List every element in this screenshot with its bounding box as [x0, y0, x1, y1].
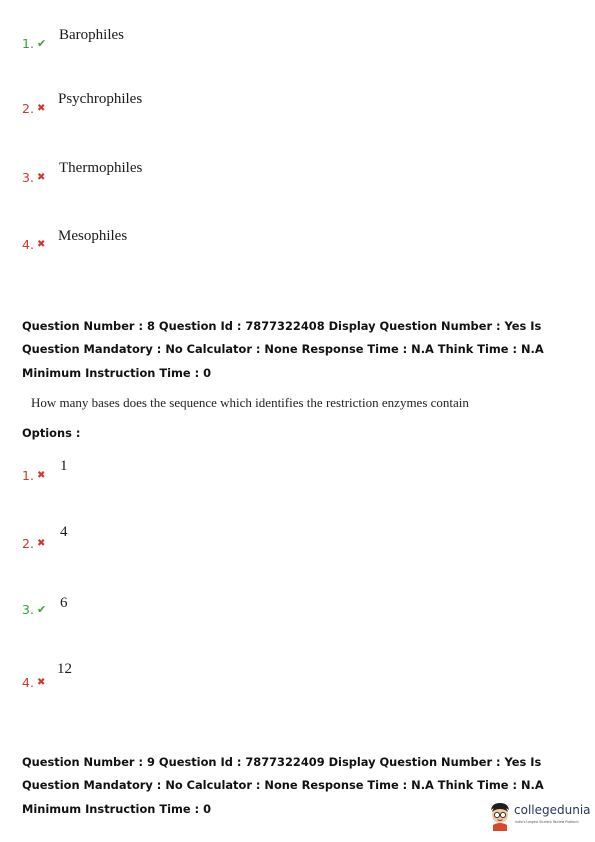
- cross-icon: ✖: [37, 470, 46, 481]
- collegedunia-logo: [488, 801, 592, 831]
- option-text: Mesophiles: [58, 228, 128, 244]
- option-number: 1.: [22, 36, 34, 51]
- option-text: 12: [57, 661, 72, 677]
- option-number: 2.: [22, 536, 34, 551]
- question-header: Question Number : 9 Question Id : 7877322409 Display Question Number : Yes Is Question Mandatory : No Calculator : None Response Time : N.A Think Time : N.A Minimum Instruction Time : 0: [22, 755, 544, 816]
- check-icon: ✔: [37, 37, 47, 50]
- cross-icon: ✖: [37, 103, 46, 114]
- option-text: 4: [60, 524, 68, 540]
- check-icon: ✔: [37, 603, 47, 616]
- option-text: Psychrophiles: [58, 91, 143, 107]
- option-number: 2.: [22, 101, 34, 116]
- option-number: 4.: [22, 237, 34, 252]
- option-text: 6: [60, 595, 68, 611]
- option-number: 3.: [22, 170, 34, 185]
- cross-icon: ✖: [37, 677, 46, 688]
- logo-tagline: India's Largest Student Review Platform: [515, 820, 579, 824]
- cross-icon: ✖: [37, 239, 46, 250]
- question-text: How many bases does the sequence which identifies the restriction enzymes contain: [31, 395, 469, 410]
- option-number: 3.: [22, 602, 34, 617]
- options-label: Options :: [22, 426, 81, 440]
- option-number: 4.: [22, 675, 34, 690]
- cross-icon: ✖: [37, 538, 46, 549]
- option-text: Barophiles: [59, 27, 124, 43]
- student-mascot-icon: [488, 801, 512, 831]
- cross-icon: ✖: [37, 172, 46, 183]
- logo-wordmark: collegedunia: [514, 803, 591, 817]
- option-text: 1: [60, 458, 68, 474]
- question-header: Question Number : 8 Question Id : 7877322408 Display Question Number : Yes Is Question Mandatory : No Calculator : None Response Time : N.A Think Time : N.A Minimum Instruction Time : 0: [22, 319, 544, 380]
- option-number: 1.: [22, 468, 34, 483]
- option-text: Thermophiles: [59, 160, 143, 176]
